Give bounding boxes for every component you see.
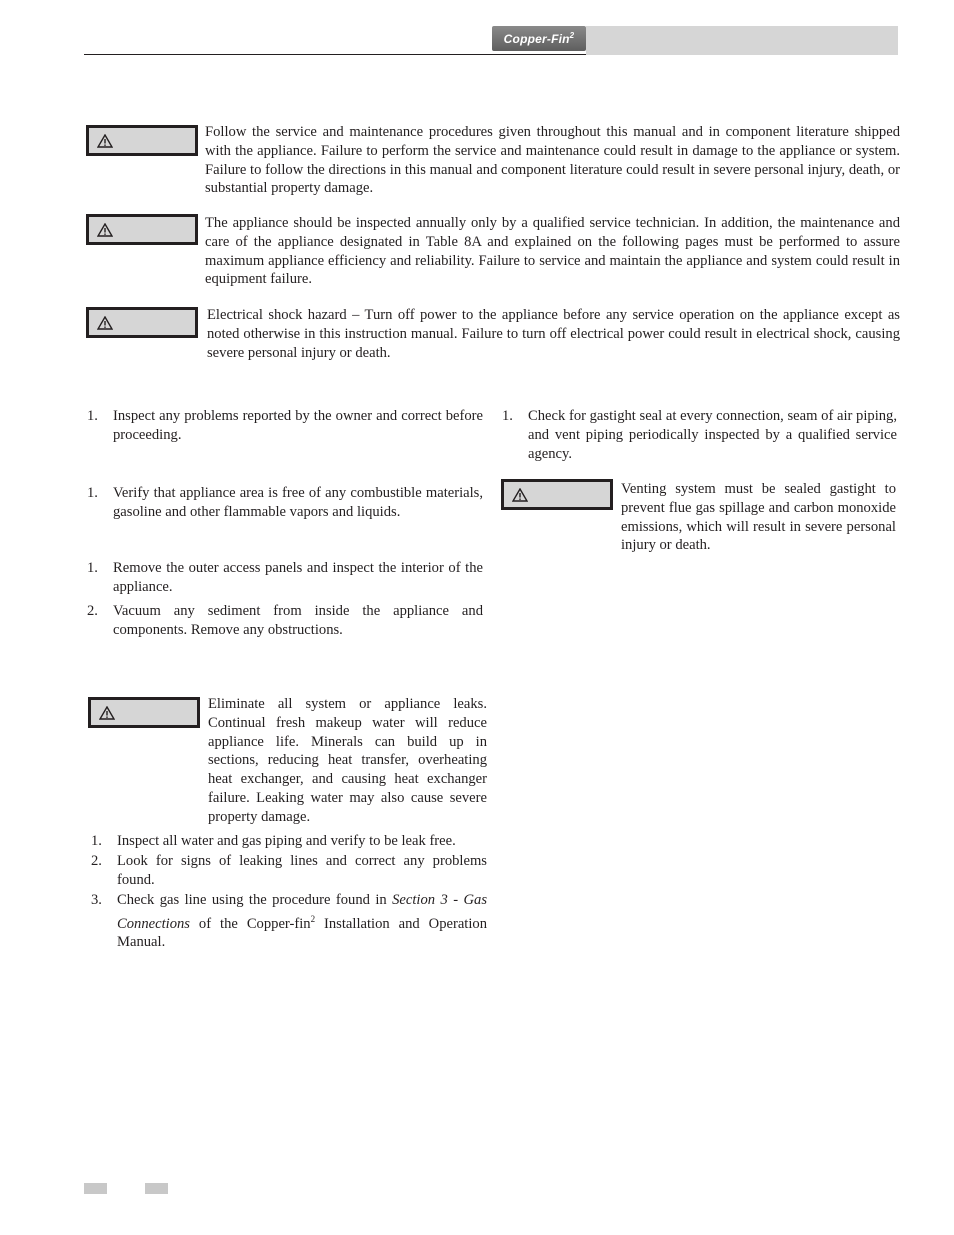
logo-superscript: 2 xyxy=(569,31,575,40)
footer-mark-left xyxy=(84,1183,107,1194)
section-reference: Section 3 - Gas Connections xyxy=(117,892,487,932)
warning-triangle-icon xyxy=(97,316,113,330)
warning-text-1: Follow the service and maintenance procedures given throughout this manual and in component literature shipped with the appliance. Failure to perform the service and maintenance could result in damage to the appliance or system. Failure to follow the directions in this manual and component literature could result in severe personal injury, death, or substantial property damage. xyxy=(205,124,900,197)
warning-label-1 xyxy=(86,125,198,156)
warning-text-2: The appliance should be inspected annually only by a qualified service technician. In addition, the maintenance and care of the appliance designated in Table 8A and explained on the following pages must be performed to assure maximum appliance efficiency and reliability. Failure to service and maintain the appliance and system could result in equipment failure. xyxy=(205,215,900,288)
footer-mark-right xyxy=(145,1183,168,1194)
warning-triangle-icon xyxy=(512,488,528,502)
header-rule xyxy=(84,54,586,55)
warning-triangle-icon xyxy=(97,134,113,148)
warning-text-3: Electrical shock hazard – Turn off power to the appliance before any service operation on the appliance except as noted otherwise in this instruction manual. Failure to turn off electrical power could result in electrical shock, causing severe personal injury or death. xyxy=(207,307,900,361)
warning-text-leaks: Eliminate all system or appliance leaks. Continual fresh makeup water will reduce appliance life. Minerals can build up in sections, reducing heat transfer, overheating heat exchanger, and causing heat exchanger failure. Leaking water may also cause severe property damage. xyxy=(208,696,487,825)
logo-text: Copper-Fin xyxy=(503,32,570,46)
warning-triangle-icon xyxy=(97,223,113,237)
warning-label-2 xyxy=(86,214,198,245)
header-band xyxy=(586,26,898,55)
warning-triangle-icon xyxy=(99,706,115,720)
warning-label-3 xyxy=(86,307,198,338)
warning-label-venting xyxy=(501,479,613,510)
warning-text-venting: Venting system must be sealed gastight to prevent flue gas spillage and carbon monoxide emissions, which will result in severe personal injury or death. xyxy=(621,481,896,554)
copper-fin-logo xyxy=(492,26,586,51)
warning-label-leaks xyxy=(88,697,200,728)
